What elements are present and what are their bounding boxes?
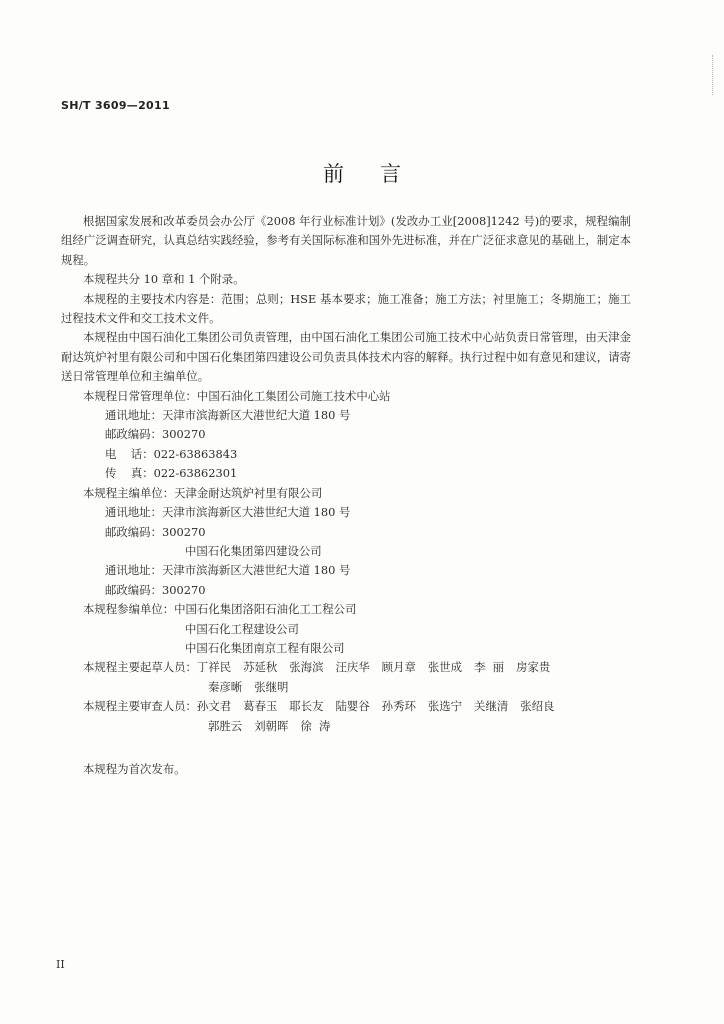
management-postcode: 300270 [161, 427, 206, 442]
chief-editor-label: 本规程主编单位： [83, 485, 175, 500]
reviewer-name: 郭胜云 [208, 718, 243, 733]
drafter-name: 张海滨 [289, 660, 324, 675]
management-phone-row [61, 445, 631, 464]
chief-editor-postcode-row-1 [61, 523, 631, 542]
paragraph-structure: 本规程共分 10 章和 1 个附录。 [83, 272, 245, 287]
management-unit: 中国石油化工集团公司施工技术中心站 [196, 388, 391, 403]
drafter-name: 张世成 [427, 660, 463, 675]
chief-editor-unit-2-row [61, 542, 631, 561]
management-unit-row [61, 387, 631, 406]
chief-editor-unit-1: 天津金耐达筑炉衬里有限公司 [174, 485, 323, 500]
drafter-name: 秦彦晰 [208, 679, 243, 694]
paragraph-origin: 根据国家发展和改革委员会办公厅《2008 年行业标准计划》(发改办工业[2008]1242 号)的要求，规程编制组经广泛调查研究，认真总结实践经验，参考有关国际标准和国外先进标准，并在广泛征求意见的基础上，制定本规程。 [61, 214, 631, 267]
reviewers-row [61, 697, 631, 716]
address-label: 通讯地址： [105, 505, 162, 520]
participant-unit-3: 中国石化集团南京工程有限公司 [185, 640, 345, 655]
participant-unit-2-row [61, 620, 631, 639]
participants-label: 本规程参编单位： [83, 602, 175, 617]
drafter-name: 苏延秋 [243, 660, 278, 675]
management-phone: 022-63863843 [153, 446, 238, 461]
postcode-label: 邮政编码： [105, 582, 162, 597]
chief-editor-address-row-1 [61, 503, 631, 522]
reviewers-label: 本规程主要审查人员： [83, 699, 197, 714]
paragraph-contents: 本规程的主要技术内容是：范围；总则；HSE 基本要求；施工准备；施工方法；衬里施工；冬期施工；施工过程技术文件和交工技术文件。 [61, 291, 631, 326]
reviewers-names [197, 697, 631, 716]
reviewer-name: 孙秀环 [381, 699, 416, 714]
participant-unit-3-row [61, 639, 631, 658]
chief-editor-postcode-1: 300270 [161, 524, 206, 539]
chief-editor-row [61, 484, 631, 503]
reviewer-name: 徐 涛 [300, 718, 331, 733]
postcode-label: 邮政编码： [105, 427, 162, 442]
management-fax-row [61, 464, 631, 483]
chief-editor-unit-2: 中国石化集团第四建设公司 [185, 543, 322, 558]
reviewer-name: 陆婴谷 [335, 699, 370, 714]
reviewers-row-2 [61, 717, 631, 736]
phone-label: 电 话： [105, 446, 154, 461]
management-address: 天津市滨海新区大港世纪大道 180 号 [161, 408, 351, 423]
chief-editor-address-row-2 [61, 561, 631, 580]
drafters-label: 本规程主要起草人员： [83, 660, 197, 675]
postcode-label: 邮政编码： [105, 524, 162, 539]
chief-editor-address-1: 天津市滨海新区大港世纪大道 180 号 [161, 505, 351, 520]
drafter-name: 李 丽 [474, 660, 505, 675]
margin-mark [712, 55, 715, 95]
reviewer-name: 张绍良 [520, 699, 555, 714]
reviewer-name: 刘朝晖 [254, 718, 289, 733]
chief-editor-postcode-row-2 [61, 581, 631, 600]
management-postcode-row [61, 425, 631, 444]
reviewer-name: 关继清 [474, 699, 509, 714]
reviewer-name: 葛春玉 [243, 699, 278, 714]
participants-row [61, 600, 631, 619]
chief-editor-postcode-2: 300270 [161, 582, 206, 597]
drafter-name: 丁祥民 [196, 660, 232, 675]
drafters-row-2 [61, 678, 631, 697]
fax-label: 传 真： [105, 466, 154, 481]
management-label: 本规程日常管理单位： [83, 388, 197, 403]
reviewer-name: 耶长友 [289, 699, 324, 714]
chief-editor-address-2: 天津市滨海新区大港世纪大道 180 号 [161, 563, 351, 578]
drafter-name: 顾月章 [381, 660, 416, 675]
management-fax: 022-63862301 [153, 466, 238, 481]
management-address-row [61, 406, 631, 425]
participant-unit-2: 中国石化工程建设公司 [185, 621, 299, 636]
reviewer-name: 孙文君 [196, 699, 232, 714]
drafter-name: 汪庆华 [335, 660, 370, 675]
paragraph-management: 本规程由中国石油化工集团公司负责管理，由中国石油化工集团公司施工技术中心站负责日常管理，由天津金耐达筑炉衬里有限公司和中国石化集团第四建设公司负责具体技术内容的解释。执行过程中如有意见和建议，请寄送日常管理单位和主编单位。 [61, 330, 631, 384]
address-label: 通讯地址： [105, 563, 162, 578]
drafter-name: 张继明 [254, 679, 289, 694]
page-number: II [56, 958, 65, 971]
reviewer-name: 张选宁 [427, 699, 463, 714]
release-note: 本规程为首次发布。 [83, 761, 186, 776]
participant-unit-1: 中国石化集团洛阳石油化工工程公司 [174, 602, 357, 617]
page-title: 前言 [323, 162, 437, 186]
foreword-body [61, 212, 631, 779]
drafters-row [61, 658, 631, 677]
drafters-names [197, 658, 631, 677]
drafter-name: 房家贵 [516, 660, 551, 675]
address-label: 通讯地址： [105, 408, 162, 423]
standard-code: SH/T 3609—2011 [61, 99, 170, 112]
